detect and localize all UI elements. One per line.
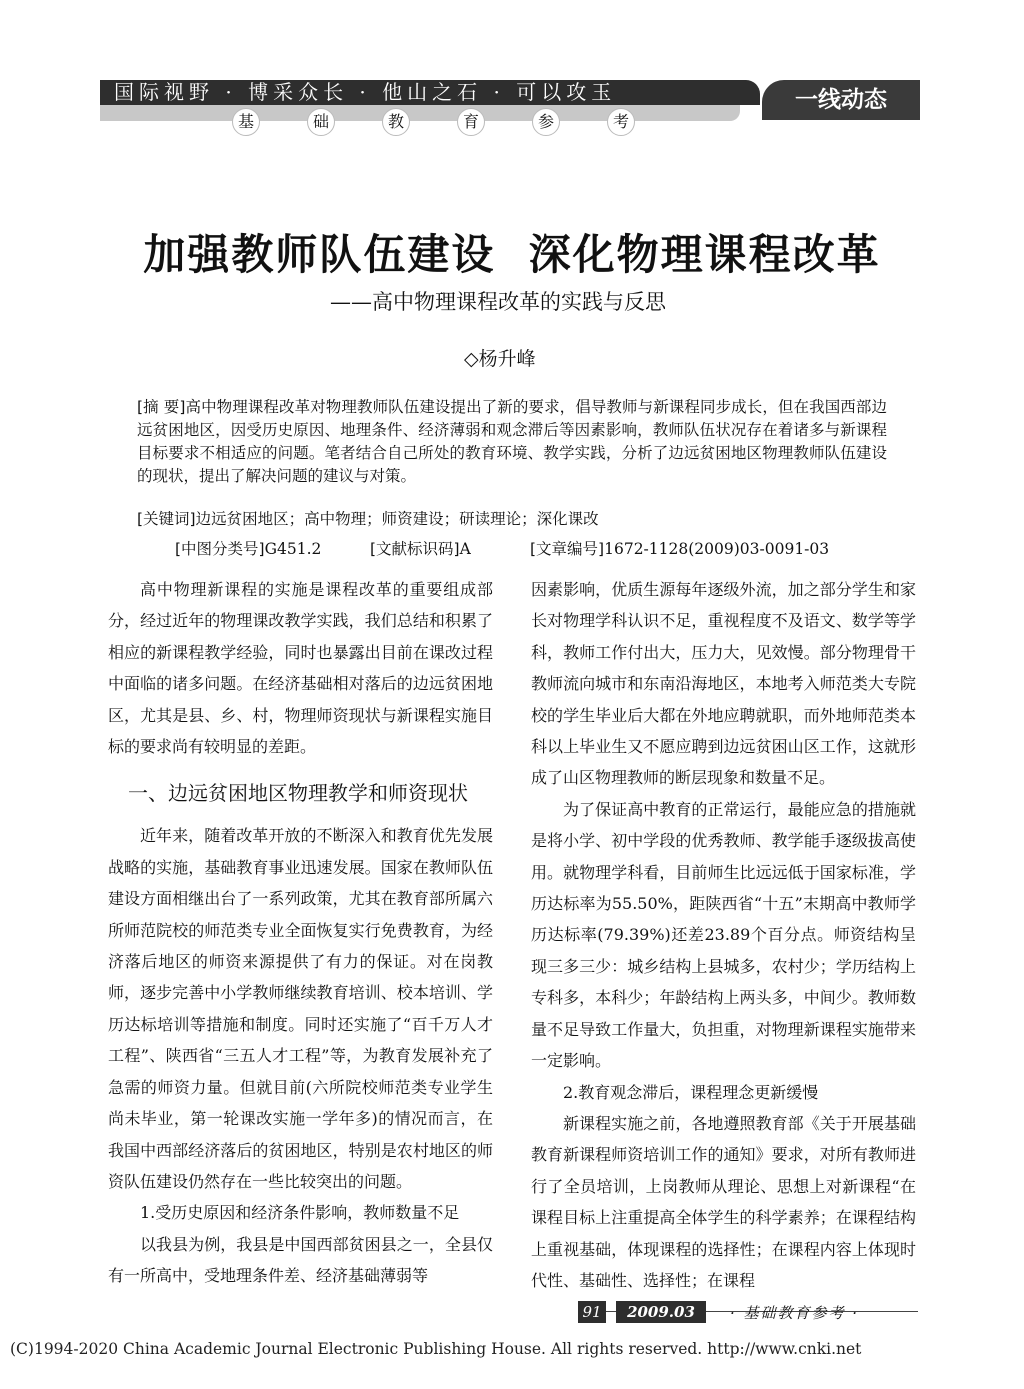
clc-code [175, 537, 321, 559]
clc-label: [中图分类号] [175, 540, 265, 558]
abstract [137, 396, 887, 488]
right-column [531, 574, 916, 1296]
page-number: 91 [578, 1301, 606, 1323]
paragraph: 近年来，随着改革开放的不断深入和教育优先发展战略的实施，基础教育事业迅速发展。国家在教师队伍建设方面相继出台了一系列政策，尤其在教育部所属六所师范院校的师范类专业全面恢复实行免费教育，为经济落后地区的师资来源提供了有力的保证。对在岗教师，逐步完善中小学教师继续教育培训、校本培训、学历达标培训等措施和制度。同时还实施了“百千万人才工程”、陕西省“三五人才工程”等，为教育发展补充了急需的师资力量。但就目前(六所院校师范类专业学生尚未毕业，第一轮课改实施一学年多)的情况而言，在我国中西部经济落后的贫困地区，特别是农村地区的师资队伍建设仍然存在一些比较突出的问题。 [108, 826, 493, 1191]
left-column [108, 574, 493, 1292]
subsection-heading: 1.受历史原因和经济条件影响，教师数量不足 [140, 1203, 460, 1223]
article-number-value: 1672-1128(2009)03-0091-03 [604, 540, 830, 558]
copyright-notice: (C)1994-2020 China Academic Journal Electronic Publishing House. All rights reserved. http://www.cnki.net [10, 1340, 862, 1358]
journal-char: 础 [307, 108, 335, 136]
issue-date: 2009.03 [616, 1301, 706, 1323]
article-title: 加强教师队伍建设 深化物理课程改革 [143, 230, 881, 279]
journal-char: 参 [532, 108, 560, 136]
journal-char: 基 [232, 108, 260, 136]
abstract-text: 高中物理课程改革对物理教师队伍建设提出了新的要求，倡导教师与新课程同步成长，但在我国西部边远贫困地区，因受历史原因、地理条件、经济薄弱和观念滞后等因素影响，教师队伍状况存在着诸多与新课程目标要求不相适应的问题。笔者结合自己所处的教育环境、教学实践，分析了边远贫困地区物理教师队伍建设的现状，提出了解决问题的建议与对策。 [137, 398, 887, 485]
paragraph: 高中物理新课程的实施是课程改革的重要组成部分，经过近年的物理课改教学实践，我们总结和积累了相应的新课程教学经验，同时也暴露出目前在课改过程中面临的诸多问题。在经济基础相对落后的边远贫困地区，尤其是县、乡、村，物理师资现状与新课程实施目标的要求尚有较明显的差距。 [108, 580, 493, 757]
paragraph: 以我县为例，我县是中国西部贫困县之一，全县仅有一所高中，受地理条件差、经济基础薄弱等 [108, 1234, 493, 1286]
footer-journal: · 基础教育参考 · [730, 1304, 860, 1322]
abstract-label: [摘 要] [137, 398, 186, 416]
paragraph: 因素影响，优质生源每年逐级外流，加之部分学生和家长对物理学科认识不足，重视程度不及语文、数学等学科，教师工作付出大，压力大，见效慢。部分物理骨干教师流向城市和东南沿海地区，本地考入师范类大专院校的学生毕业后大都在外地应聘就职，而外地师范类本科以上毕业生又不愿应聘到边远贫困山区工作，这就形成了山区物理教师的断层现象和数量不足。 [531, 580, 916, 788]
article-author: ◇杨升峰 [464, 348, 536, 370]
keywords [137, 508, 887, 531]
clc-value: G451.2 [264, 540, 322, 558]
keywords-text: 边远贫困地区；高中物理；师资建设；研读理论；深化课改 [195, 510, 599, 528]
article-number-label: [文章编号] [530, 540, 605, 558]
journal-char: 育 [457, 108, 485, 136]
article-number [530, 537, 829, 559]
subsection-heading: 2.教育观念滞后，课程理念更新缓慢 [563, 1082, 819, 1102]
journal-char: 教 [382, 108, 410, 136]
doc-value: A [459, 540, 471, 558]
doc-label: [文献标识码] [370, 540, 460, 558]
section-heading: 一、边远贫困地区物理教学和师资现状 [128, 781, 468, 806]
doc-code [370, 537, 471, 559]
keywords-label: [关键词] [137, 510, 196, 528]
journal-char: 考 [607, 108, 635, 136]
journal-name-badges [232, 108, 652, 134]
section-label: 一线动态 [762, 80, 920, 120]
banner-slogan: 国际视野 · 博采众长 · 他山之石 · 可以攻玉 [100, 80, 760, 105]
paragraph: 为了保证高中教育的正常运行，最能应急的措施就是将小学、初中学段的优秀教师、教学能手逐级拔高使用。就物理学科看，目前师生比远远低于国家标准，学历达标率为55.50%，距陕西省“十五”末期高中教师学历达标率(79.39%)还差23.89个百分点。师资结构呈现三多三少：城乡结构上县城多，农村少；学历结构上专科多，本科少；年龄结构上两头多，中间少。教师数量不足导致工作量大，负担重，对物理新课程实施带来一定影响。 [531, 799, 916, 1071]
paragraph: 新课程实施之前，各地遵照教育部《关于开展基础教育新课程师资培训工作的通知》要求，对所有教师进行了全员培训，上岗教师从理论、思想上对新课程“在课程目标上注重提高全体学生的科学素养；在课程结构上重视基础，体现课程的选择性；在课程内容上体现时代性、基础性、选择性；在课程 [531, 1113, 916, 1290]
article-subtitle: ——高中物理课程改革的实践与反思 [330, 290, 666, 314]
